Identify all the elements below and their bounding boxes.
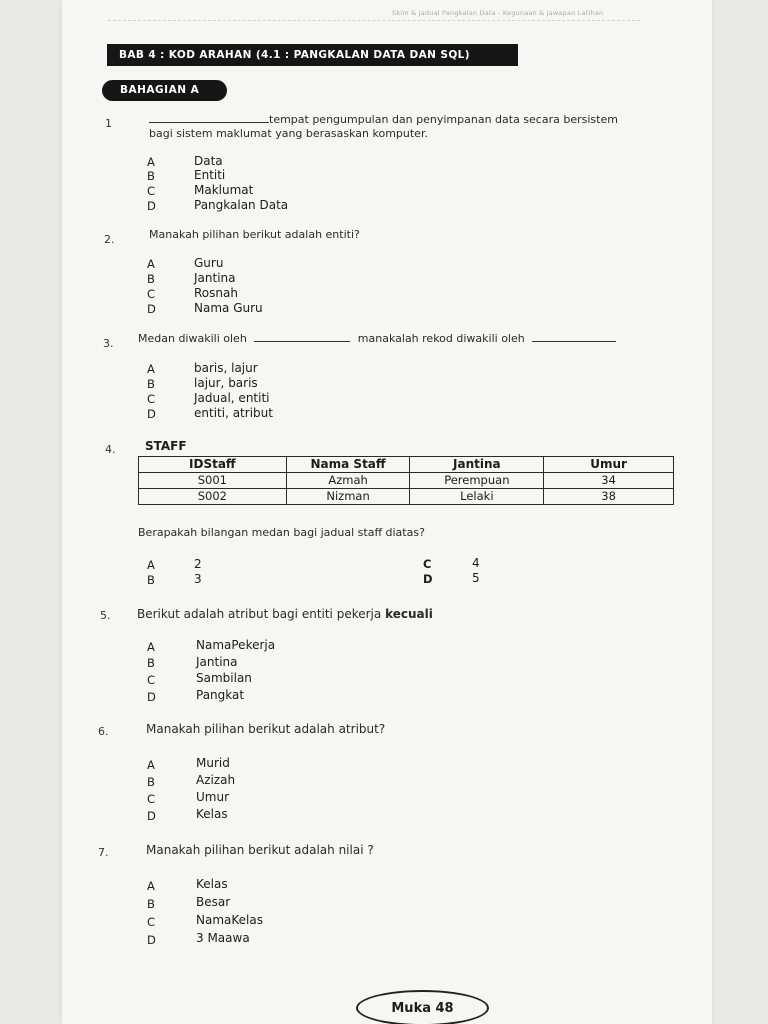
question-3-part-1: Medan diwakili oleh <box>138 332 247 345</box>
question-4-number: 4. <box>105 443 116 456</box>
question-2-option-a-letter: A <box>147 257 155 271</box>
question-1-option-c: Maklumat <box>194 183 254 197</box>
question-5-option-a: NamaPekerja <box>196 638 276 652</box>
question-7-option-d-letter: D <box>147 933 156 947</box>
question-4-option-d: 5 <box>472 571 480 585</box>
question-4-option-b-letter: B <box>147 573 155 587</box>
question-3-option-d-letter: D <box>147 407 156 421</box>
staff-cell-id: S001 <box>139 473 287 489</box>
question-6-option-b: Azizah <box>196 773 236 787</box>
question-3-option-b-letter: B <box>147 377 155 391</box>
question-3-option-d: entiti, atribut <box>194 406 273 420</box>
question-5-text: Berikut adalah atribut bagi entiti pekerja <box>137 607 382 621</box>
question-2-option-c-letter: C <box>147 287 156 301</box>
question-1-option-b-letter: B <box>147 169 155 183</box>
question-6-option-d: Kelas <box>196 807 228 821</box>
question-1-option-d-letter: D <box>147 199 156 213</box>
question-7-text: Manakah pilihan berikut adalah nilai ? <box>146 843 374 857</box>
question-1-option-a: Data <box>194 154 223 168</box>
question-2-option-d-letter: D <box>147 302 156 316</box>
question-6-option-c-letter: C <box>147 792 156 806</box>
staff-header-jantina: Jantina <box>410 457 544 473</box>
question-2-option-d: Nama Guru <box>194 301 263 315</box>
question-1-option-b: Entiti <box>194 168 226 182</box>
question-1-option-d: Pangkalan Data <box>194 198 289 212</box>
question-5-number: 5. <box>100 609 111 622</box>
question-4-option-a-letter: A <box>147 558 155 572</box>
question-7-option-a: Kelas <box>196 877 228 891</box>
question-4-option-c-letter: C <box>423 557 432 571</box>
question-3-line <box>138 332 616 345</box>
section-label: BAHAGIAN A <box>102 80 227 101</box>
question-7-number: 7. <box>98 846 109 859</box>
question-5-option-b-letter: B <box>147 656 155 670</box>
question-7-option-b: Besar <box>196 895 231 909</box>
staff-cell-age: 38 <box>544 489 674 505</box>
staff-cell-age: 34 <box>544 473 674 489</box>
question-5-option-c: Sambilan <box>196 671 252 685</box>
staff-cell-name: Azmah <box>286 473 410 489</box>
staff-cell-name: Nizman <box>286 489 410 505</box>
question-1-number: 1 <box>105 117 112 130</box>
question-7-option-c-letter: C <box>147 915 156 929</box>
question-3-part-2: manakalah rekod diwakili oleh <box>357 332 525 345</box>
question-5-option-c-letter: C <box>147 673 156 687</box>
staff-cell-gender: Perempuan <box>410 473 544 489</box>
question-2-text: Manakah pilihan berikut adalah entiti? <box>149 228 360 241</box>
question-7-option-d: 3 Maawa <box>196 931 250 945</box>
question-4-option-b: 3 <box>194 572 202 586</box>
question-3-option-b: lajur, baris <box>194 376 258 390</box>
question-7-option-c: NamaKelas <box>196 913 263 927</box>
question-2-number: 2. <box>104 233 115 246</box>
question-5-option-a-letter: A <box>147 640 155 654</box>
question-1-blank <box>149 122 269 123</box>
question-1-option-a-letter: A <box>147 155 155 169</box>
question-7-option-b-letter: B <box>147 897 155 911</box>
staff-header-umur: Umur <box>544 457 674 473</box>
question-3-option-a-letter: A <box>147 362 155 376</box>
question-2-option-c: Rosnah <box>194 286 238 300</box>
faint-header-text: Skim & Jadual Pangkalan Data - Kegunaan & Jawapan Latihan <box>392 9 604 17</box>
staff-table-title: STAFF <box>145 439 187 453</box>
question-3-blank-1 <box>254 341 350 342</box>
question-2-option-b: Jantina <box>194 271 236 285</box>
worksheet-page <box>62 0 712 1024</box>
question-3-option-c: Jadual, entiti <box>194 391 270 405</box>
question-5-line <box>137 607 433 621</box>
table-row <box>139 489 674 505</box>
question-1-line-2: bagi sistem maklumat yang berasaskan komputer. <box>149 127 428 140</box>
staff-table <box>138 456 674 505</box>
question-4-option-d-letter: D <box>423 572 433 586</box>
question-5-emphasis: kecuali <box>385 607 433 621</box>
question-6-text: Manakah pilihan berikut adalah atribut? <box>146 722 386 736</box>
question-7-option-a-letter: A <box>147 879 155 893</box>
staff-header-nama-staff: Nama Staff <box>286 457 410 473</box>
question-6-option-c: Umur <box>196 790 230 804</box>
question-5-option-d-letter: D <box>147 690 156 704</box>
question-2-option-a: Guru <box>194 256 224 270</box>
question-3-option-a: baris, lajur <box>194 361 258 375</box>
chapter-title: BAB 4 : KOD ARAHAN (4.1 : PANGKALAN DATA DAN SQL) <box>107 44 518 66</box>
question-1-text: tempat pengumpulan dan penyimpanan data secara bersistem <box>269 113 618 126</box>
question-6-option-d-letter: D <box>147 809 156 823</box>
staff-header-idstaff: IDStaff <box>139 457 287 473</box>
table-row <box>139 473 674 489</box>
question-6-number: 6. <box>98 725 109 738</box>
question-6-option-a: Murid <box>196 756 230 770</box>
question-1-option-c-letter: C <box>147 184 156 198</box>
staff-cell-gender: Lelaki <box>410 489 544 505</box>
question-4-option-a: 2 <box>194 557 202 571</box>
question-3-blank-2 <box>532 341 616 342</box>
staff-cell-id: S002 <box>139 489 287 505</box>
question-4-option-c: 4 <box>472 556 480 570</box>
page-number: Muka 48 <box>356 990 489 1024</box>
question-3-option-c-letter: C <box>147 392 156 406</box>
question-2-option-b-letter: B <box>147 272 155 286</box>
question-4-text: Berapakah bilangan medan bagi jadual staff diatas? <box>138 526 425 539</box>
staff-table-header-row <box>139 457 674 473</box>
question-1-line-1 <box>149 113 618 126</box>
question-5-option-d: Pangkat <box>196 688 245 702</box>
header-rule <box>108 20 640 21</box>
question-3-number: 3. <box>103 337 114 350</box>
question-6-option-a-letter: A <box>147 758 155 772</box>
question-6-option-b-letter: B <box>147 775 155 789</box>
question-5-option-b: Jantina <box>196 655 238 669</box>
